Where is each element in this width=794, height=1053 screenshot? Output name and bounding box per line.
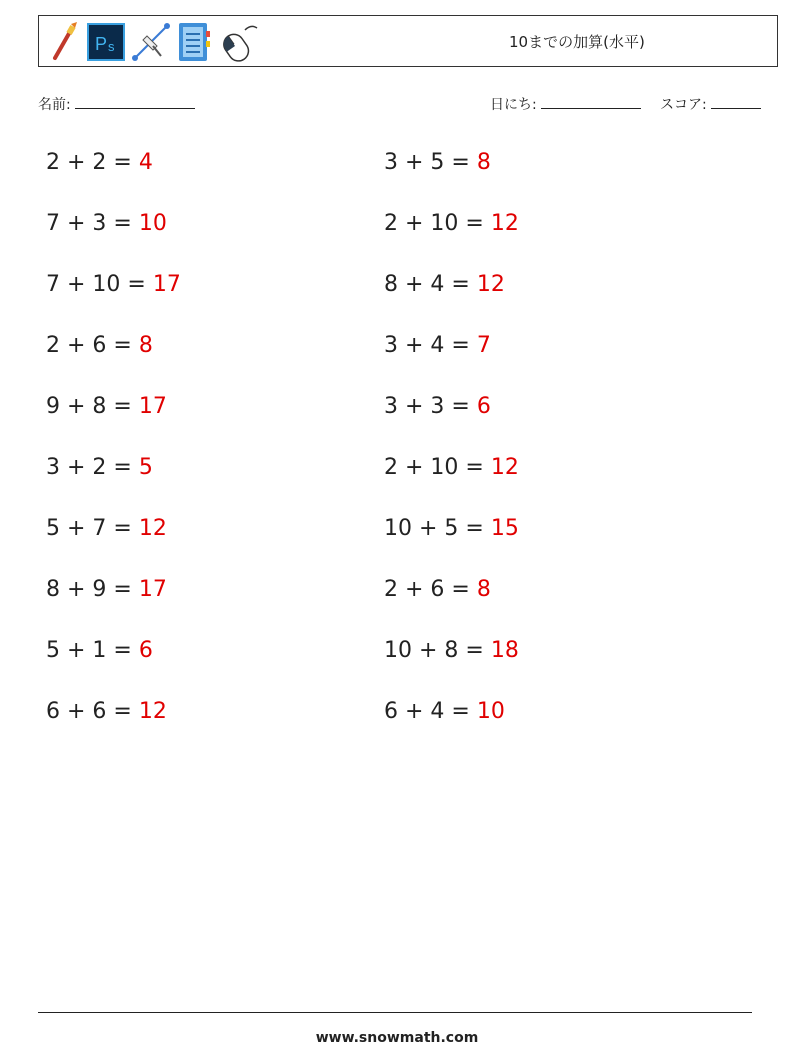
problem-question: 9 + 8 =: [46, 394, 139, 419]
problem-left-6: [46, 454, 153, 482]
score-blank[interactable]: [711, 94, 761, 109]
photoshop-icon: [87, 23, 125, 61]
footer-url: www.snowmath.com: [315, 1030, 479, 1046]
problem-question: 6 + 4 =: [384, 699, 477, 724]
problem-right-3: [384, 271, 505, 299]
problem-answer: 8: [138, 333, 153, 358]
problem-question: 7 + 3 =: [46, 211, 139, 236]
problem-right-1: [384, 149, 491, 177]
problem-answer: 10: [476, 699, 505, 724]
problem-right-4: [384, 332, 491, 360]
problem-left-4: [46, 332, 153, 360]
problem-question: 2 + 10 =: [384, 455, 491, 480]
problem-answer: 12: [476, 272, 505, 297]
problem-left-8: [46, 576, 167, 604]
svg-text:s: s: [108, 39, 115, 54]
problem-question: 10 + 5 =: [384, 516, 491, 541]
problem-question: 3 + 3 =: [384, 394, 477, 419]
svg-text:P: P: [95, 34, 108, 54]
problem-question: 3 + 4 =: [384, 333, 477, 358]
problem-question: 2 + 6 =: [46, 333, 139, 358]
problem-answer: 17: [138, 394, 167, 419]
problem-question: 5 + 1 =: [46, 638, 139, 663]
problem-answer: 6: [138, 638, 153, 663]
problem-answer: 10: [138, 211, 167, 236]
problem-right-10: [384, 698, 505, 726]
footer-divider: [38, 1012, 752, 1013]
problem-answer: 6: [476, 394, 491, 419]
problem-question: 2 + 6 =: [384, 577, 477, 602]
problem-answer: 12: [138, 699, 167, 724]
problem-question: 10 + 8 =: [384, 638, 491, 663]
problem-left-7: [46, 515, 167, 543]
mouse-icon: [217, 22, 261, 62]
problem-right-9: [384, 637, 519, 665]
score-label: スコア:: [660, 97, 707, 113]
problem-left-2: [46, 210, 167, 238]
problem-answer: 8: [476, 577, 491, 602]
problem-question: 3 + 5 =: [384, 150, 477, 175]
problem-answer: 17: [138, 577, 167, 602]
problem-left-10: [46, 698, 167, 726]
date-label: 日にち:: [490, 97, 537, 113]
problem-answer: 18: [490, 638, 519, 663]
worksheet-title: 10までの加算(水平): [509, 33, 645, 51]
problem-answer: 8: [476, 150, 491, 175]
score-field[interactable]: [660, 94, 761, 114]
problem-right-7: [384, 515, 519, 543]
worksheet-header: [38, 15, 778, 67]
problem-right-8: [384, 576, 491, 604]
problem-answer: 12: [138, 516, 167, 541]
problem-right-5: [384, 393, 491, 421]
problem-left-9: [46, 637, 153, 665]
problem-answer: 17: [152, 272, 181, 297]
problem-answer: 7: [476, 333, 491, 358]
problem-question: 3 + 2 =: [46, 455, 139, 480]
name-blank[interactable]: [75, 94, 195, 109]
pen-tool-icon: [131, 22, 171, 62]
problem-question: 8 + 4 =: [384, 272, 477, 297]
problem-question: 2 + 2 =: [46, 150, 139, 175]
problem-question: 6 + 6 =: [46, 699, 139, 724]
problem-answer: 5: [138, 455, 153, 480]
problem-answer: 4: [138, 150, 153, 175]
problem-answer: 15: [490, 516, 519, 541]
name-field[interactable]: [38, 94, 195, 114]
paintbrush-icon: [45, 22, 81, 62]
problem-question: 5 + 7 =: [46, 516, 139, 541]
problem-right-6: [384, 454, 519, 482]
problem-answer: 12: [490, 455, 519, 480]
name-label: 名前:: [38, 97, 71, 113]
problem-answer: 12: [490, 211, 519, 236]
problem-question: 7 + 10 =: [46, 272, 153, 297]
notebook-icon: [177, 21, 211, 63]
problem-right-2: [384, 210, 519, 238]
problem-left-1: [46, 149, 153, 177]
problem-question: 8 + 9 =: [46, 577, 139, 602]
problem-question: 2 + 10 =: [384, 211, 491, 236]
problem-left-5: [46, 393, 167, 421]
date-field[interactable]: [490, 94, 641, 114]
problem-left-3: [46, 271, 181, 299]
date-blank[interactable]: [541, 94, 641, 109]
icon-strip: [45, 20, 267, 64]
